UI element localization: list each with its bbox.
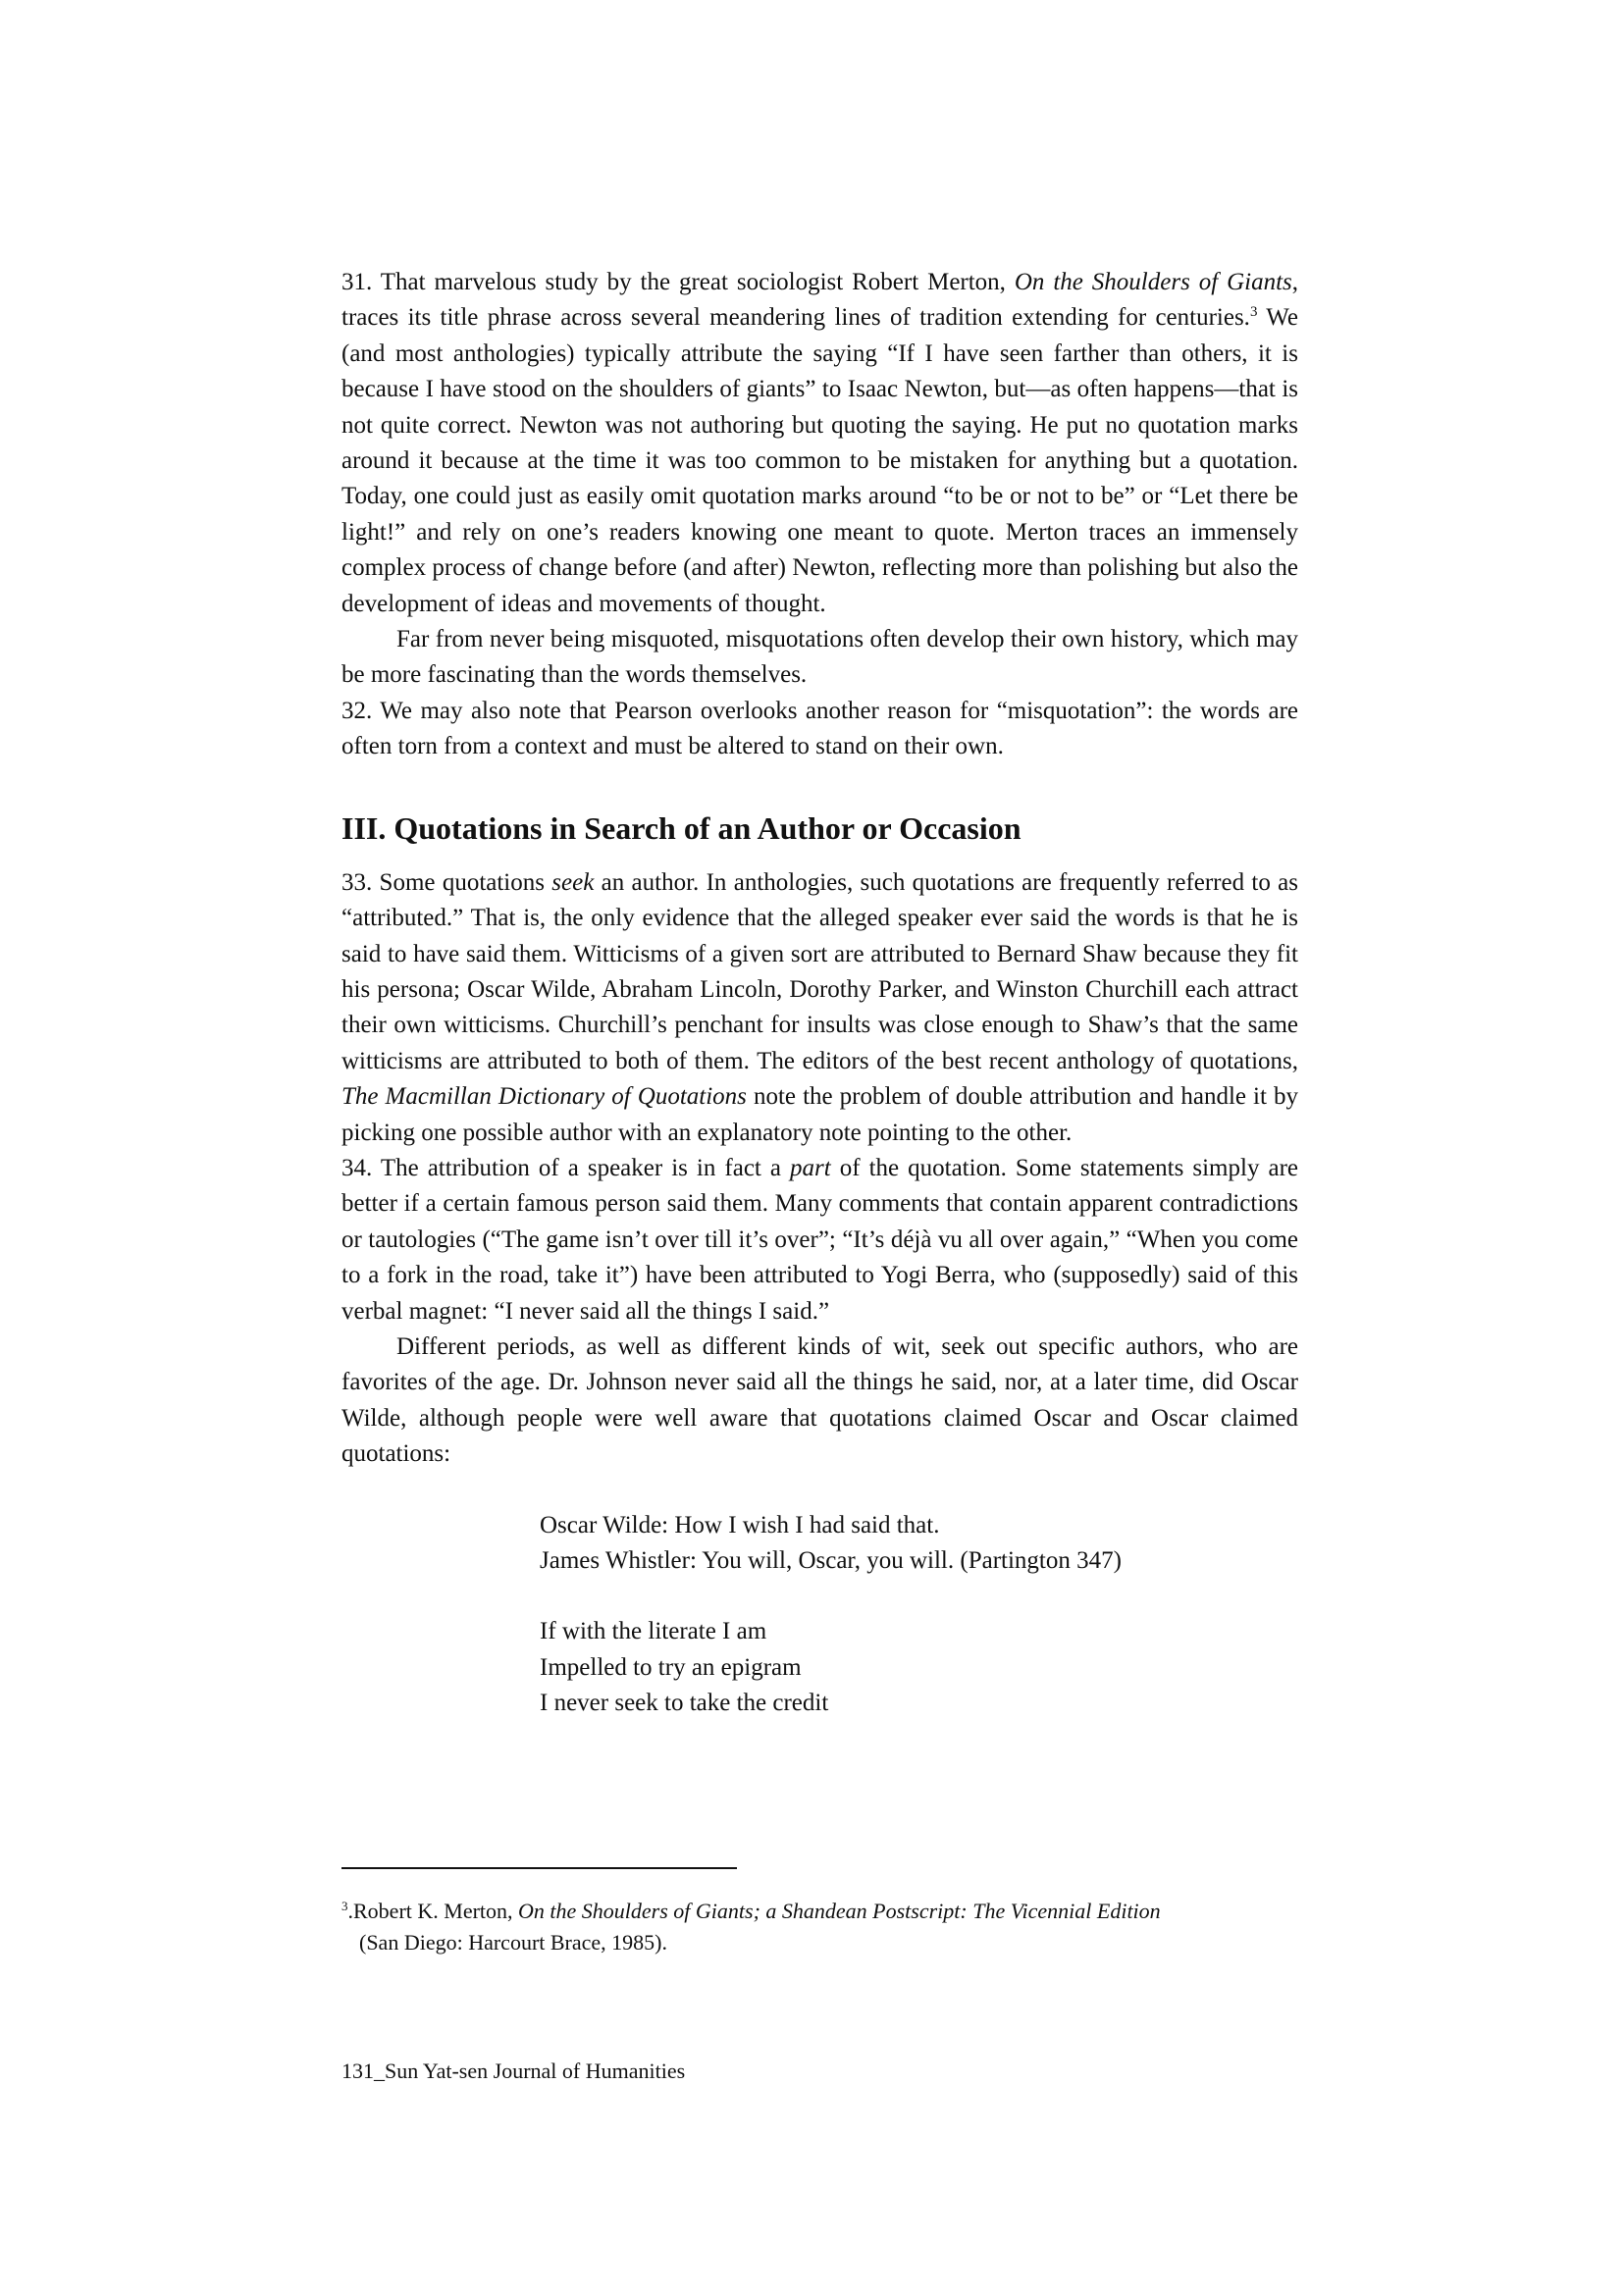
text: .Robert K. Merton, bbox=[347, 1899, 519, 1923]
text: note the problem of double attribution and handle it by picking one possible author with an explanatory note pointing to the other. bbox=[341, 1083, 1298, 1146]
paragraph-34-continued: Different periods, as well as different kinds of wit, seek out specific authors, who are favorites of the age. Dr. Johnson never said all the things he said, nor, at a later time, did Oscar Wilde, although people were well aware that quotations claimed Oscar and Oscar claimed quotations: bbox=[341, 1332, 1298, 1468]
book-title: On the Shoulders of Giants bbox=[1014, 269, 1292, 295]
book-title: The Macmillan Dictionary of Quotations bbox=[341, 1083, 747, 1111]
book-title: On the Shoulders of Giants; a Shandean Postscript: The Vicennial Edition bbox=[518, 1899, 1161, 1923]
quote-line: James Whistler: You will, Oscar, you will. (Partington 347) bbox=[540, 1547, 1122, 1574]
text: We (and most anthologies) typically attribute the saying “If I have seen farther than others, it is because I have stood on the shoulders of giants” to Isaac Newton, but—as often happens—that is not quite correct. Newton was not authoring but quoting the saying. He put no quotation marks around it because at the time it was too common to be mistaken for anything but a quotation. Today, one could just as easily omit quotation marks around “to be or not to be” or “Let there be light!” and rely on one’s readers knowing one meant to quote. Merton traces an immensely complex process of change before (and after) Newton, reflecting more than polishing but also the development of ideas and movements of thought. bbox=[341, 304, 1298, 617]
section-heading: III. Quotations in Search of an Author or Occasion bbox=[341, 809, 1022, 846]
footnote bbox=[341, 1896, 1298, 1958]
text: , traces its title phrase across several meandering lines of tradition extending for centuries. bbox=[341, 269, 1299, 332]
text: an author. In anthologies, such quotations are frequently referred to as “attributed.” That is, the only evidence that the alleged speaker ever said the words is that he is said to have said them. Witticisms of a given sort are attributed to Bernard Shaw because they fit his persona; Oscar Wilde, Abraham Lincoln, Dorothy Parker, and Winston Churchill each attract their own witticisms. Churchill’s penchant for insults was close enough to Shaw’s that the same witticisms are attributed to both of them. The editors of the best recent anthology of quotations, bbox=[341, 868, 1298, 1074]
paragraph-31-continued: Far from never being misquoted, misquotations often develop their own history, which may be more fascinating than the words themselves. bbox=[341, 626, 1298, 689]
paragraph-33 bbox=[341, 865, 1298, 1151]
verse-line: If with the literate I am bbox=[540, 1618, 767, 1645]
footnote-reference[interactable]: 3 bbox=[1249, 304, 1258, 321]
article-body bbox=[341, 265, 1298, 1722]
text: 31. That marvelous study by the great sociologist Robert Merton, bbox=[341, 269, 1015, 295]
quote-line: Oscar Wilde: How I wish I had said that. bbox=[540, 1511, 940, 1538]
running-footer: 131_Sun Yat-sen Journal of Humanities bbox=[341, 2059, 686, 2083]
emphasis: seek bbox=[551, 868, 595, 896]
verse-line: Impelled to try an epigram bbox=[540, 1653, 802, 1681]
text: 33. Some quotations bbox=[341, 868, 552, 896]
emphasis: part bbox=[790, 1154, 831, 1181]
footnote-number: 3 bbox=[341, 1899, 348, 1913]
text: 34. The attribution of a speaker is in fact a bbox=[341, 1154, 791, 1181]
paragraph-32: 32. We may also note that Pearson overlooks another reason for “misquotation”: the words are often torn from a context and must be altered to stand on their own. bbox=[341, 697, 1298, 760]
block-quote bbox=[540, 1508, 1298, 1722]
paragraph-31 bbox=[341, 265, 1298, 622]
footnote-line: (San Diego: Harcourt Brace, 1985). bbox=[359, 1930, 668, 1955]
text: of the quotation. Some statements simply are better if a certain famous person said them. Many comments that contain apparent contradictions or tautologies (“The game isn’t over till it’s over”; “It’s déjà vu all over again,” “When you come to a fork in the road, take it”) have been attributed to Yogi Berra, who (supposedly) said of this verbal magnet: “I never said all the things I said.” bbox=[341, 1154, 1298, 1325]
footnote-line bbox=[341, 1896, 1298, 1927]
footnote-divider bbox=[341, 1867, 737, 1869]
verse-line: I never seek to take the credit bbox=[540, 1690, 829, 1717]
paragraph-34 bbox=[341, 1151, 1298, 1329]
